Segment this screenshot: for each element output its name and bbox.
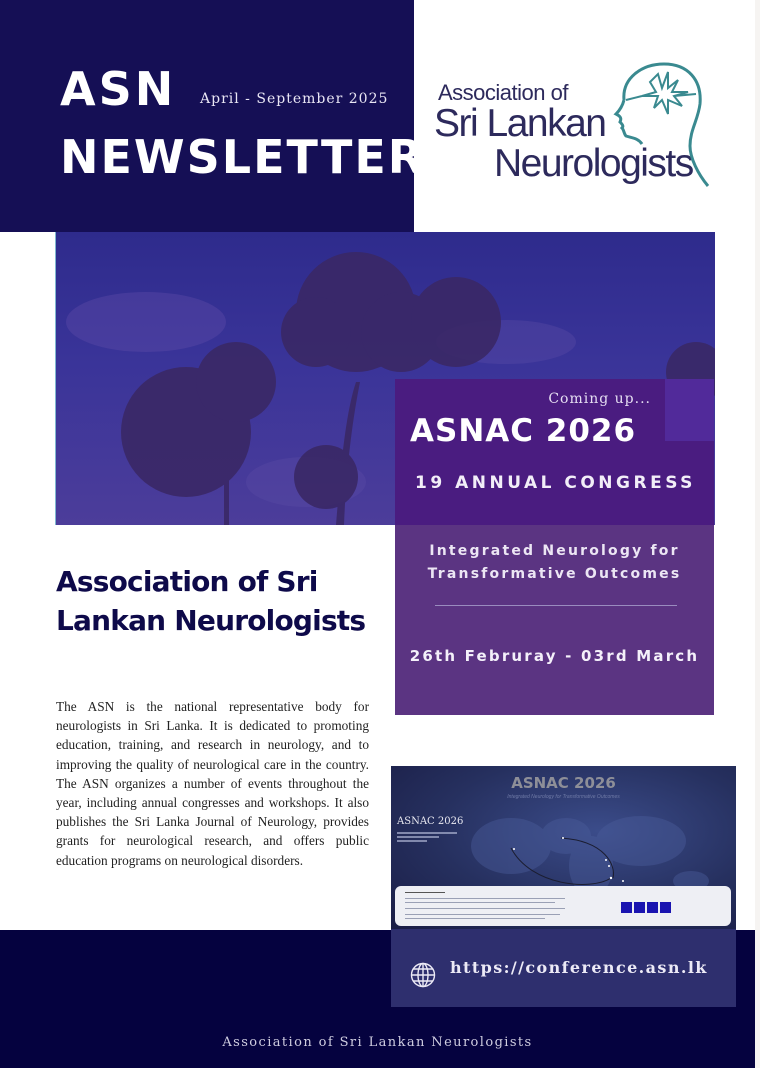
event-name: ASNAC 2026 xyxy=(410,413,637,449)
conference-link-box[interactable] xyxy=(391,929,736,1007)
congress-dates: 26th Februray - 03rd March xyxy=(409,647,700,665)
countdown-hours xyxy=(634,902,645,913)
asn-logo xyxy=(432,58,722,198)
page-edge xyxy=(755,0,760,1068)
newsletter-title-line2: NEWSLETTER xyxy=(60,130,426,184)
preview-side-title: ASNAC 2026 xyxy=(397,816,464,827)
globe-icon xyxy=(410,962,436,988)
card-text-line xyxy=(405,908,565,909)
card-text-line xyxy=(405,902,555,903)
logo-text-line2: Sri Lankan xyxy=(434,102,606,145)
congress-label: 19 ANNUAL CONGRESS xyxy=(415,473,696,493)
about-heading: Association of Sri Lankan Neurologists xyxy=(56,565,366,637)
preview-side-details xyxy=(397,832,457,844)
logo-text-line1: Association of xyxy=(438,80,568,105)
footer-text: Association of Sri Lankan Neurologists xyxy=(222,1035,533,1050)
countdown-days xyxy=(621,902,632,913)
preview-hero-subtitle: Integrated Neurology for Transformative Outcomes xyxy=(507,794,620,800)
congress-details xyxy=(395,525,714,715)
card-text-line xyxy=(405,914,560,915)
newsletter-header xyxy=(0,0,426,232)
coming-up-label: Coming up... xyxy=(548,391,651,407)
divider xyxy=(435,605,677,606)
theme-line2: Transformative Outcomes xyxy=(427,566,682,582)
logo-text-line3: Neurologists xyxy=(494,142,693,185)
theme-line1: Integrated Neurology for xyxy=(429,543,680,559)
countdown-seconds xyxy=(660,902,671,913)
about-body: The ASN is the national representative body for neurologists in Sri Lanka. It is dedicated to promoting education, training, and research in neurology, and to improving the quality of neurological care in the country. The ASN organizes a number of events throughout the year, including annual congresses and workshops. It also publishes the Sri Lanka Journal of Neurology, provides grants for neurological research, and offers public education programs on neurological disorders. xyxy=(56,699,369,868)
card-text-line xyxy=(405,918,545,919)
head-neuron-icon xyxy=(612,58,712,188)
issue-period: April - September 2025 xyxy=(200,91,389,107)
promo-accent-block xyxy=(665,379,714,441)
card-heading-line xyxy=(405,892,445,893)
countdown-minutes xyxy=(647,902,658,913)
preview-hero-title: ASNAC 2026 xyxy=(511,774,616,792)
newsletter-title-line1: ASN xyxy=(60,62,177,116)
conference-url-link[interactable]: https://conference.asn.lk xyxy=(450,958,708,977)
card-text-line xyxy=(405,898,565,899)
preview-info-card xyxy=(395,886,731,926)
website-screenshot xyxy=(391,766,736,929)
